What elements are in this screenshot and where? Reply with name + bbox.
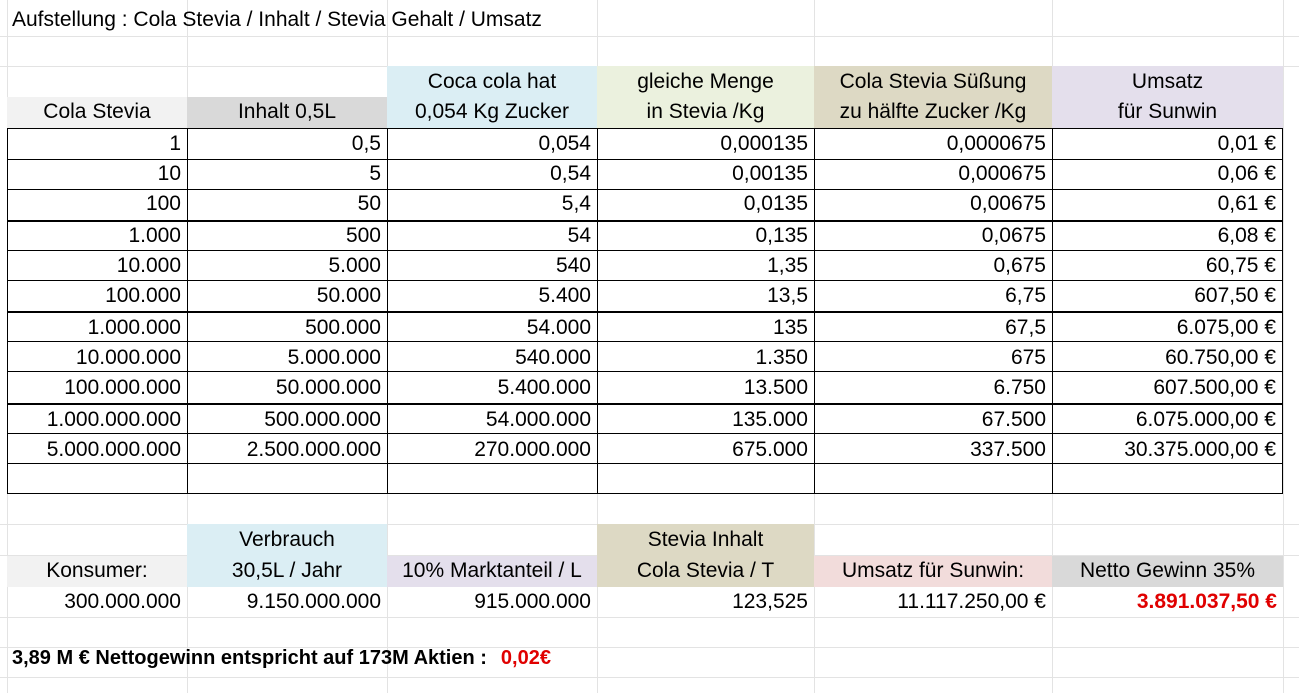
table-cell: 675.000 [732,438,808,461]
table-cell: 100 [145,192,181,215]
header-col3-line1: Coca cola hat [427,70,557,93]
table-cell: 0,000135 [720,132,808,155]
table-cell: 270.000.000 [474,438,591,461]
table-cell: 0,675 [993,254,1046,277]
table-cell: 100.000 [105,284,181,307]
table-cell: 50.000.000 [275,376,381,399]
table-cell: 5,4 [561,192,591,215]
header-col1-line2: Cola Stevia [43,100,151,123]
table-cell: 0,00135 [732,162,808,185]
header-col3-line2: 0,054 Kg Zucker [414,100,570,123]
table-cell: 0,054 [538,132,591,155]
table-cell: 5 [369,162,381,185]
table-cell: 500.000 [305,316,381,339]
table-cell: 500.000.000 [264,408,381,431]
table-cell: 337.500 [970,438,1046,461]
table-cell: 54.000 [526,316,591,339]
table-cell: 675 [1010,346,1046,369]
header-col5-line2: zu hälfte Zucker /Kg [839,100,1027,123]
summary-value-marktanteil: 915.000.000 [474,590,591,613]
header-col4-line2: in Stevia /Kg [646,100,765,123]
table-cell: 5.400.000 [497,376,591,399]
table-cell: 0,06 € [1217,162,1276,185]
table-cell: 5.400 [538,284,591,307]
table-cell: 60.750,00 € [1165,346,1276,369]
table-cell: 67,5 [1005,316,1046,339]
table-cell: 6.075,00 € [1176,316,1276,339]
table-cell: 0,0135 [743,192,808,215]
table-cell: 135 [772,316,808,339]
table-cell: 0,5 [351,132,381,155]
table-cell: 1.000 [128,224,181,247]
table-cell: 1.000.000.000 [46,408,181,431]
summary-header-stevia-2: Cola Stevia / T [636,559,775,582]
table-cell: 5.000.000 [287,346,381,369]
summary-header-verbrauch-2: 30,5L / Jahr [231,559,343,582]
table-cell: 10 [157,162,181,185]
summary-header-marktanteil: 10% Marktanteil / L [402,559,582,582]
table-cell: 10.000 [116,254,181,277]
table-cell: 13.500 [743,376,808,399]
summary-header-netto: Netto Gewinn 35% [1079,559,1256,582]
table-cell: 6,08 € [1217,224,1276,247]
summary-value-stevia: 123,525 [732,590,808,613]
table-cell: 0,135 [755,224,808,247]
header-col2-line2: Inhalt 0,5L [237,100,337,123]
table-cell: 54.000.000 [485,408,591,431]
table-cell: 0,00675 [970,192,1046,215]
table-cell: 540.000 [515,346,591,369]
table-cell: 0,0000675 [946,132,1046,155]
table-cell: 0,01 € [1217,132,1276,155]
summary-header-verbrauch-1: Verbrauch [239,528,335,551]
table-cell: 50 [357,192,381,215]
footer-value: 0,02€ [500,647,551,669]
table-cell: 30.375.000,00 € [1124,438,1276,461]
table-cell: 6.075.000,00 € [1135,408,1276,431]
table-cell: 607.500,00 € [1153,376,1276,399]
table-cell: 135.000 [732,408,808,431]
table-cell: 5.000 [328,254,381,277]
summary-header-umsatz: Umsatz für Sunwin: [841,559,1025,582]
table-cell: 1 [169,132,181,155]
sheet-title: Aufstellung : Cola Stevia / Inhalt / Stevia Gehalt / Umsatz [12,8,542,31]
table-cell: 1.000.000 [87,316,181,339]
header-col4-line1: gleiche Menge [637,70,774,93]
table-cell: 50.000 [316,284,381,307]
data-table [7,128,1283,494]
table-cell: 0,54 [550,162,591,185]
table-cell: 5.000.000.000 [46,438,181,461]
table-cell: 500 [345,224,381,247]
summary-value-umsatz: 11.117.250,00 € [897,590,1046,613]
table-cell: 67.500 [981,408,1046,431]
summary-value-verbrauch: 9.150.000.000 [246,590,381,613]
table-cell: 60,75 € [1205,254,1276,277]
footer-text: 3,89 M € Nettogewinn entspricht auf 173M Aktien : [12,647,487,669]
table-cell: 0,61 € [1217,192,1276,215]
summary-header-konsumer: Konsumer: [46,559,148,582]
table-cell: 1,35 [767,254,808,277]
table-cell: 1.350 [755,346,808,369]
table-cell: 100.000.000 [64,376,181,399]
summary-value-konsumer: 300.000.000 [64,590,181,613]
table-cell: 6.750 [993,376,1046,399]
table-cell: 2.500.000.000 [246,438,381,461]
table-cell: 0,0675 [981,224,1046,247]
header-col6-line2: für Sunwin [1117,100,1218,123]
table-cell: 540 [555,254,591,277]
table-cell: 6,75 [1005,284,1046,307]
header-col5-line1: Cola Stevia Süßung [839,70,1027,93]
summary-header-stevia-1: Stevia Inhalt [647,528,764,551]
table-cell: 10.000.000 [75,346,181,369]
table-cell: 0,000675 [958,162,1046,185]
header-col6-line1: Umsatz [1131,70,1204,93]
footer-note [12,647,551,670]
summary-value-netto: 3.891.037,50 € [1136,590,1277,613]
table-cell: 54 [567,224,591,247]
table-cell: 607,50 € [1194,284,1276,307]
table-cell: 13,5 [767,284,808,307]
